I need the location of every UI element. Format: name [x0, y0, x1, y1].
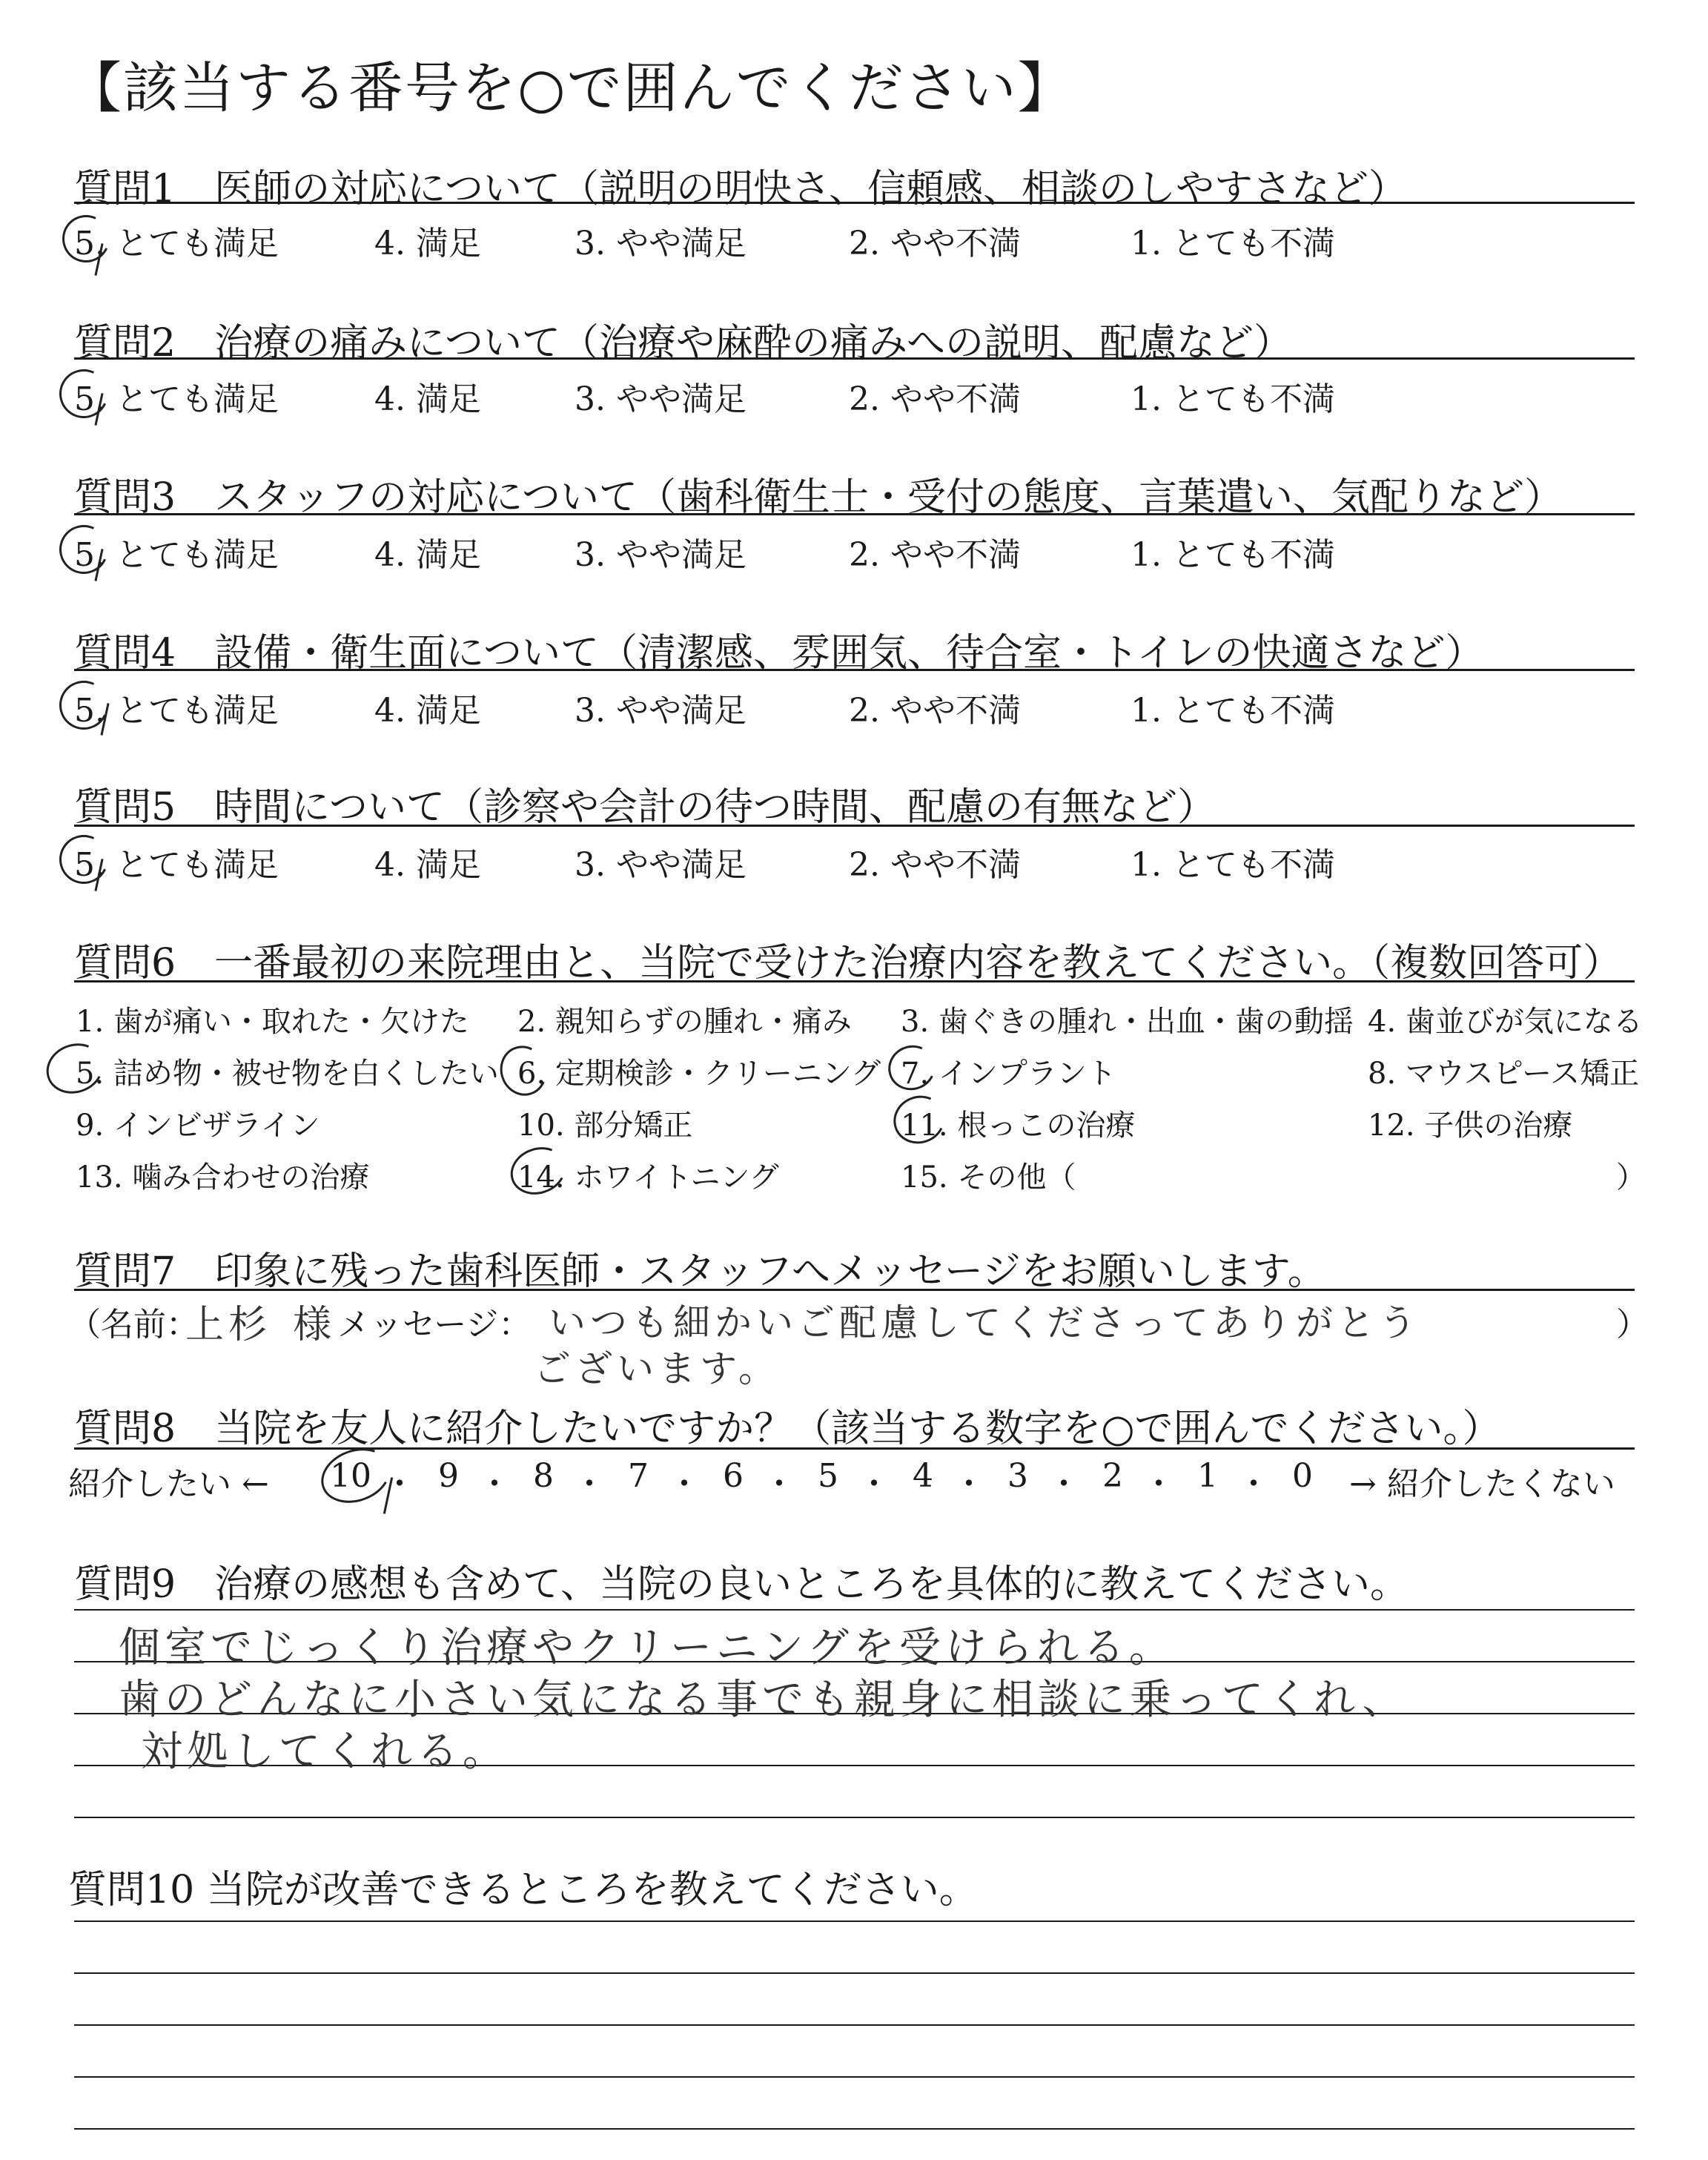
- question-9-title: 質問9 治療の感想も含めて、当院の良いところを具体的に教えてください。: [74, 1562, 1409, 1607]
- question-3-rule: [74, 513, 1635, 515]
- q8-scale-separator: ・: [668, 1465, 701, 1503]
- q8-scale-separator: ・: [1237, 1465, 1270, 1503]
- q8-scale-0[interactable]: 0: [1292, 1457, 1313, 1495]
- q9-answer-line-2[interactable]: 歯のどんなに小さい気になる事でも親身に相談に乗ってくれ、: [119, 1676, 1409, 1724]
- q6-item-1[interactable]: 1. 歯が痛い・取れた・欠けた: [76, 1005, 469, 1039]
- page-header: 【該当する番号を○で囲んでください】: [67, 56, 1074, 120]
- question-2-rule: [74, 357, 1635, 360]
- q5-option-4[interactable]: 4. 満足: [374, 846, 481, 884]
- q5-option-1[interactable]: 1. とても不満: [1131, 846, 1335, 884]
- q8-scale-1[interactable]: 1: [1197, 1457, 1218, 1495]
- q7-message-line-1[interactable]: いつも細かいご配慮してくださってありがとう: [549, 1301, 1420, 1344]
- q6-item-14[interactable]: 14. ホワイトニング: [517, 1160, 779, 1195]
- question-3-title: 質問3 スタッフの対応について（歯科衛生士・受付の態度、言葉遣い、気配りなど）: [74, 475, 1563, 520]
- question-4-rule: [74, 669, 1635, 671]
- q5-option-5[interactable]: 5. とても満足: [74, 846, 279, 884]
- q2-option-2[interactable]: 2. やや不満: [849, 380, 1021, 418]
- question-4-title: 質問4 設備・衛生面について（清潔感、雰囲気、待合室・トイレの快適さなど）: [74, 631, 1484, 676]
- q10-line-4: [74, 2076, 1635, 2078]
- q8-scale-10[interactable]: 10: [330, 1457, 371, 1495]
- question-5-title: 質問5 時間について（診察や会計の待つ時間、配慮の有無など）: [74, 785, 1217, 830]
- q6-item-5[interactable]: 5. 詰め物・被せ物を白くしたい: [76, 1057, 499, 1091]
- q3-option-5[interactable]: 5. とても満足: [74, 536, 279, 574]
- q9-answer-line-1[interactable]: 個室でじっくり治療やクリーニングを受けられる。: [119, 1624, 1175, 1672]
- q10-line-1: [74, 1920, 1635, 1922]
- q8-scale-3[interactable]: 3: [1007, 1457, 1028, 1495]
- question-6-rule: [74, 980, 1635, 982]
- q6-item-15[interactable]: 15. その他（: [901, 1160, 1076, 1195]
- question-8-rule: [74, 1447, 1635, 1450]
- q3-option-1[interactable]: 1. とても不満: [1131, 536, 1335, 574]
- q7-sama: 様: [293, 1303, 337, 1347]
- q8-scale-7[interactable]: 7: [628, 1457, 649, 1495]
- q1-option-3[interactable]: 3. やや満足: [575, 225, 747, 262]
- q6-item-6-circle: [493, 1039, 554, 1102]
- question-1-title: 質問1 医師の対応について（説明の明快さ、信頼感、相談のしやすさなど）: [74, 167, 1407, 211]
- q6-item-11[interactable]: 11. 根っこの治療: [901, 1109, 1136, 1143]
- q10-line-5: [74, 2128, 1635, 2130]
- q8-right-label: → 紹介したくない: [1349, 1465, 1615, 1503]
- q6-item-8[interactable]: 8. マウスピース矯正: [1368, 1057, 1640, 1091]
- q4-option-3[interactable]: 3. やや満足: [575, 692, 747, 730]
- q2-option-1[interactable]: 1. とても不満: [1131, 380, 1335, 418]
- q6-item-6[interactable]: 6. 定期検診・クリーニング: [517, 1057, 881, 1091]
- question-7-rule: [74, 1289, 1635, 1291]
- q8-scale-5[interactable]: 5: [818, 1457, 838, 1495]
- question-2-title: 質問2 治療の痛みについて（治療や麻酔の痛みへの説明、配慮など）: [74, 321, 1293, 366]
- q9-answer-line-3[interactable]: 対処してくれる。: [141, 1728, 509, 1776]
- q8-scale-separator: ・: [478, 1465, 511, 1503]
- q7-message-line-2[interactable]: ございます。: [534, 1347, 780, 1390]
- q8-left-label: 紹介したい ←: [68, 1465, 269, 1503]
- q6-item-4[interactable]: 4. 歯並びが気になる: [1368, 1005, 1643, 1039]
- q3-option-4[interactable]: 4. 満足: [374, 536, 481, 574]
- q7-close-paren: ）: [1616, 1306, 1649, 1344]
- q8-scale-9[interactable]: 9: [438, 1457, 459, 1495]
- q6-item-7[interactable]: 7. インプラント: [901, 1057, 1116, 1091]
- q4-option-4[interactable]: 4. 満足: [374, 692, 481, 730]
- question-5-rule: [74, 825, 1635, 827]
- q5-option-2[interactable]: 2. やや不満: [849, 846, 1021, 884]
- q10-line-3: [74, 2024, 1635, 2026]
- q8-scale-separator: ・: [1142, 1465, 1175, 1503]
- q8-scale-separator: ・: [573, 1465, 606, 1503]
- q6-item-2[interactable]: 2. 親知らずの腫れ・痛み: [517, 1005, 852, 1039]
- q5-option-3[interactable]: 3. やや満足: [575, 846, 747, 884]
- question-8-title: 質問8 当院を友人に紹介したいですか？（該当する数字を○で囲んでください。）: [74, 1407, 1501, 1451]
- q1-option-5[interactable]: 5. とても満足: [74, 225, 279, 262]
- q4-option-2[interactable]: 2. やや不満: [849, 692, 1021, 730]
- q8-scale-separator: ・: [858, 1465, 890, 1503]
- q1-option-2[interactable]: 2. やや不満: [849, 225, 1021, 262]
- q8-scale-separator: ・: [383, 1465, 416, 1503]
- question-7-title: 質問7 印象に残った歯科医師・スタッフへメッセージをお願いします。: [74, 1249, 1326, 1294]
- q6-item-12[interactable]: 12. 子供の治療: [1368, 1109, 1573, 1143]
- q8-scale-2[interactable]: 2: [1102, 1457, 1123, 1495]
- q8-scale-6[interactable]: 6: [723, 1457, 744, 1495]
- q6-item-9[interactable]: 9. インビザライン: [76, 1109, 320, 1143]
- q8-scale-8[interactable]: 8: [533, 1457, 554, 1495]
- q6-item-15-close: ）: [1616, 1160, 1646, 1195]
- q2-option-4[interactable]: 4. 満足: [374, 380, 481, 418]
- q6-item-13[interactable]: 13. 噛み合わせの治療: [76, 1160, 370, 1195]
- q9-line-1: [74, 1609, 1635, 1611]
- q8-scale-separator: ・: [1047, 1465, 1080, 1503]
- question-10-title: 質問10 当院が改善できるところを教えてください。: [68, 1868, 978, 1912]
- q4-option-1[interactable]: 1. とても不満: [1131, 692, 1335, 730]
- q7-name-label: （名前：: [68, 1306, 199, 1344]
- q6-item-3[interactable]: 3. 歯ぐきの腫れ・出血・歯の動揺: [901, 1005, 1354, 1039]
- q1-option-4[interactable]: 4. 満足: [374, 225, 481, 262]
- q9-line-5: [74, 1817, 1635, 1818]
- q2-option-5[interactable]: 5. とても満足: [74, 380, 279, 418]
- q8-scale-separator: ・: [763, 1465, 795, 1503]
- q4-option-5[interactable]: 5. とても満足: [74, 692, 279, 730]
- q7-name-value[interactable]: 上杉: [185, 1303, 272, 1347]
- q3-option-2[interactable]: 2. やや不満: [849, 536, 1021, 574]
- q10-line-2: [74, 1972, 1635, 1974]
- q6-item-10[interactable]: 10. 部分矯正: [517, 1109, 693, 1143]
- question-1-rule: [74, 202, 1635, 204]
- q7-message-label: メッセージ：: [337, 1306, 532, 1344]
- q1-option-1[interactable]: 1. とても不満: [1131, 225, 1335, 262]
- q3-option-3[interactable]: 3. やや満足: [575, 536, 747, 574]
- q8-scale-4[interactable]: 4: [913, 1457, 933, 1495]
- question-6-title: 質問6 一番最初の来院理由と、当院で受けた治療内容を教えてください。（複数回答可）: [74, 941, 1622, 985]
- q8-scale-separator: ・: [953, 1465, 985, 1503]
- q2-option-3[interactable]: 3. やや満足: [575, 380, 747, 418]
